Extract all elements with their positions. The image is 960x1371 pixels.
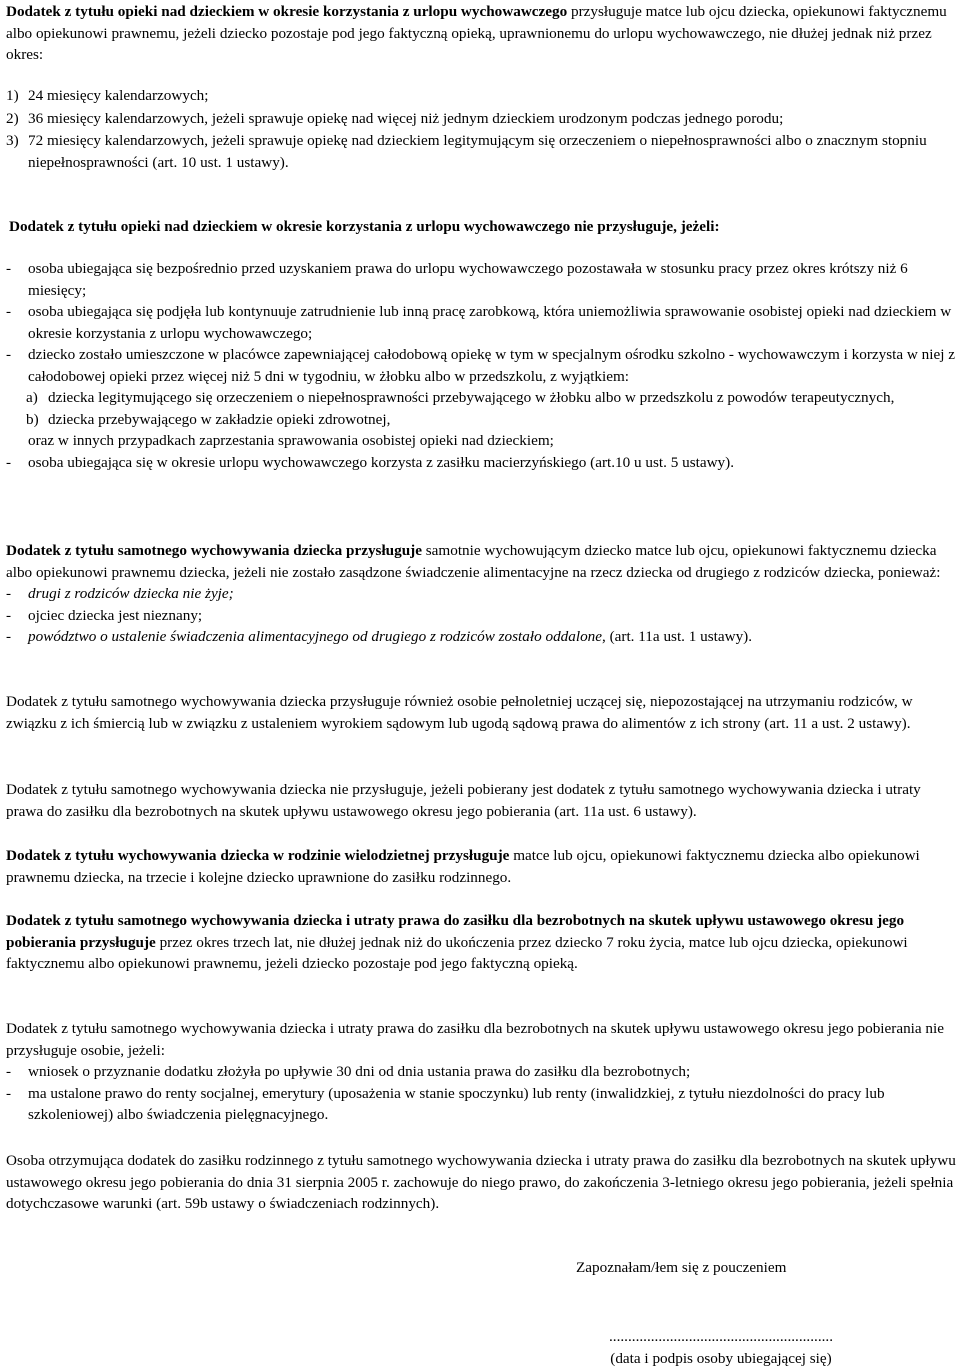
signature-caption: (data i podpis osoby ubiegającej się) <box>610 1350 832 1367</box>
list-item: - wniosek o przyznanie dodatku złożyła po upływie 30 dni od dnia ustania prawa do zasiłku dla bezrobotnych; <box>6 1063 691 1080</box>
list-item: - osoba ubiegająca się podjęła lub kontynuuje zatrudnienie lub inną pracę zarobkową, która uniemożliwia sprawowanie osobistej opieki nad dzieckiem w okresie korzystania z urlopu wychowawczego; <box>6 303 952 342</box>
list-item: 2) 36 miesięcy kalendarzowych, jeżeli sprawuje opiekę nad więcej niż jednym dzieckiem urodzonym podczas jednego porodu; <box>6 109 784 127</box>
continuation-line: oraz w innych przypadkach zaprzestania sprawowania osobistej opieki nad dzieckiem; <box>28 432 554 449</box>
section-exclusions-heading: Dodatek z tytułu opieki nad dzieckiem w okresie korzystania z urlopu wychowawczego nie przysługuje, jeżeli: <box>9 218 720 235</box>
list-item: - dziecko zostało umieszczone w placówce zapewniającej całodobową opiekę w tym w specjalnym ośrodku szkolno - wychowawczym i korzysta w niej z całodobowej opieki przez więcej niż 5 dni w tygodniu, w żłobku albo w przedszkolu, z wyjątkiem: <box>6 346 955 385</box>
list-item: - ojciec dziecka jest nieznany; <box>6 606 203 624</box>
list-item: - ma ustalone prawo do renty socjalnej, emerytury (uposażenia w stanie spoczynku) lub renty (inwalidzkiej, z tytułu niezdolności do pracy lub szkoleniowej) albo świadczenia pielęgnacyjnego. <box>6 1084 885 1123</box>
period-list <box>6 85 956 173</box>
section-single-parent: Dodatek z tytułu samotnego wychowywania dziecka przysługuje samotnie wychowującym dziecko matce lub ojcu, opiekunowi faktycznemu dziecka albo opiekunowi prawnemu dziecka, jeżeli nie zostało zasądzone świadczenie alimentacyjne na rzecz dziecka od drugiego z rodziców dziecka, ponieważ: - drugi z rodziców dziecka nie żyje; - ojciec dziecka jest nieznany; - powództwo o ustalenie świadczenia alimentacyjnego od drugiego z rodziców zostało oddalone, (art. 11a ust. 1 ustawy). <box>6 540 956 648</box>
signature-line: ........................................................... <box>608 1328 833 1345</box>
sub-item: a) dziecka legitymującego się orzeczeniem o niepełnosprawności przebywającego w żłobku albo w przedszkolu z powodów terapeutycznych, <box>26 389 895 406</box>
section-childcare-supplement <box>6 1 956 66</box>
sub-item: b) dziecka przebywającego w zakładzie opieki zdrowotnej, <box>26 410 391 428</box>
exclusions-list <box>6 258 956 473</box>
paragraph: Dodatek z tytułu opieki nad dzieckiem w okresie korzystania z urlopu wychowawczego przysługuje matce lub ojcu dziecka, opiekunowi faktycznemu albo opiekunowi prawnemu, jeżeli dziecko pozostaje pod jego faktyczną opieką, uprawnionemu do urlopu wychowawczego, nie dłużej jednak niż przez okres: <box>6 3 947 63</box>
paragraph-large-family: Dodatek z tytułu wychowywania dziecka w rodzinie wielodzietnej przysługuje matce lub ojcu, opiekunowi faktycznemu dziecka albo opiekunowi prawnemu dziecka, na trzecie i kolejne dziecko uprawnione do zasiłku rodzinnego. <box>6 847 920 886</box>
paragraph-unemployment-exclusions: Dodatek z tytułu samotnego wychowywania dziecka i utraty prawa do zasiłku dla bezrobotnych na skutek upływu ustawowego okresu jego pobierania nie przysługuje osobie, jeżeli: - wniosek o przyznanie dodatku złożyła po upływie 30 dni od dnia ustania prawa do zasiłku dla bezrobotnych; - ma ustalone prawo do renty socjalnej, emerytury (uposażenia w stanie spoczynku) lub renty (inwalidzkiej, z tytułu niezdolności do pracy lub szkoleniowej) albo świadczenia pielęgnacyjnego. <box>6 1018 956 1126</box>
bold-heading: Dodatek z tytułu opieki nad dzieckiem w okresie korzystania z urlopu wychowawczego <box>6 3 568 20</box>
list-item: - drugi z rodziców dziecka nie żyje; <box>6 585 234 602</box>
paragraph-adult-student: Dodatek z tytułu samotnego wychowywania dziecka przysługuje również osobie pełnoletniej uczącej się, niepozostającej na utrzymaniu rodziców, w związku z ich śmiercią lub w związku z ustaleniem wyrokiem sądowym lub ugodą sądową prawa do alimentów z ich strony (art. 11 a ust. 2 ustawy). <box>6 693 913 732</box>
acknowledgement-text: Zapoznałam/łem się z pouczeniem <box>576 1259 787 1276</box>
paragraph-not-applicable: Dodatek z tytułu samotnego wychowywania dziecka nie przysługuje, jeżeli pobierany jest dodatek z tytułu samotnego wychowywania dziecka i utraty prawa do zasiłku dla bezrobotnych na skutek upływu ustawowego okresu jego pobierania (art. 11a ust. 6 ustawy). <box>6 781 921 820</box>
list-item: 1) 24 miesięcy kalendarzowych; <box>6 87 209 104</box>
paragraph-transition: Osoba otrzymująca dodatek do zasiłku rodzinnego z tytułu samotnego wychowywania dziecka i utraty prawa do zasiłku dla bezrobotnych na skutek upływu ustawowego okresu jego pobierania do dnia 31 sierpnia 2005 r. zachowuje do niego prawo, do zakończenia 3-letniego okresu jego pobierania, jeżeli spełnia dotychczasowe warunki (art. 59b ustawy o świadczeniach rodzinnych). <box>6 1152 956 1212</box>
list-item: - osoba ubiegająca się w okresie urlopu wychowawczego korzysta z zasiłku macierzyńskiego (art.10 u ust. 5 ustawy). <box>6 453 734 471</box>
list-item: - osoba ubiegająca się bezpośrednio przed uzyskaniem prawa do urlopu wychowawczego pozostawała w stosunku pracy przez okres krótszy niż 6 miesięcy; <box>6 260 908 299</box>
paragraph-unemployment-benefit: Dodatek z tytułu samotnego wychowywania dziecka i utraty prawa do zasiłku dla bezrobotnych na skutek upływu ustawowego okresu jego pobierania przysługuje przez okres trzech lat, nie dłużej jednak niż do ukończenia przez dziecko 7 roku życia, matce lub ojcu dziecka, opiekunowi faktycznemu albo opiekunowi prawnemu, jeżeli dziecko pozostaje pod jego faktyczną opieką. <box>6 912 908 972</box>
list-item: 3) 72 miesięcy kalendarzowych, jeżeli sprawuje opiekę nad dzieckiem legitymującym się orzeczeniem o niepełnosprawności albo o znacznym stopniu niepełnosprawności (art. 10 ust. 1 ustawy). <box>6 132 927 171</box>
list-item: - powództwo o ustalenie świadczenia alimentacyjnego od drugiego z rodziców zostało oddalone, (art. 11a ust. 1 ustawy). <box>6 628 753 645</box>
